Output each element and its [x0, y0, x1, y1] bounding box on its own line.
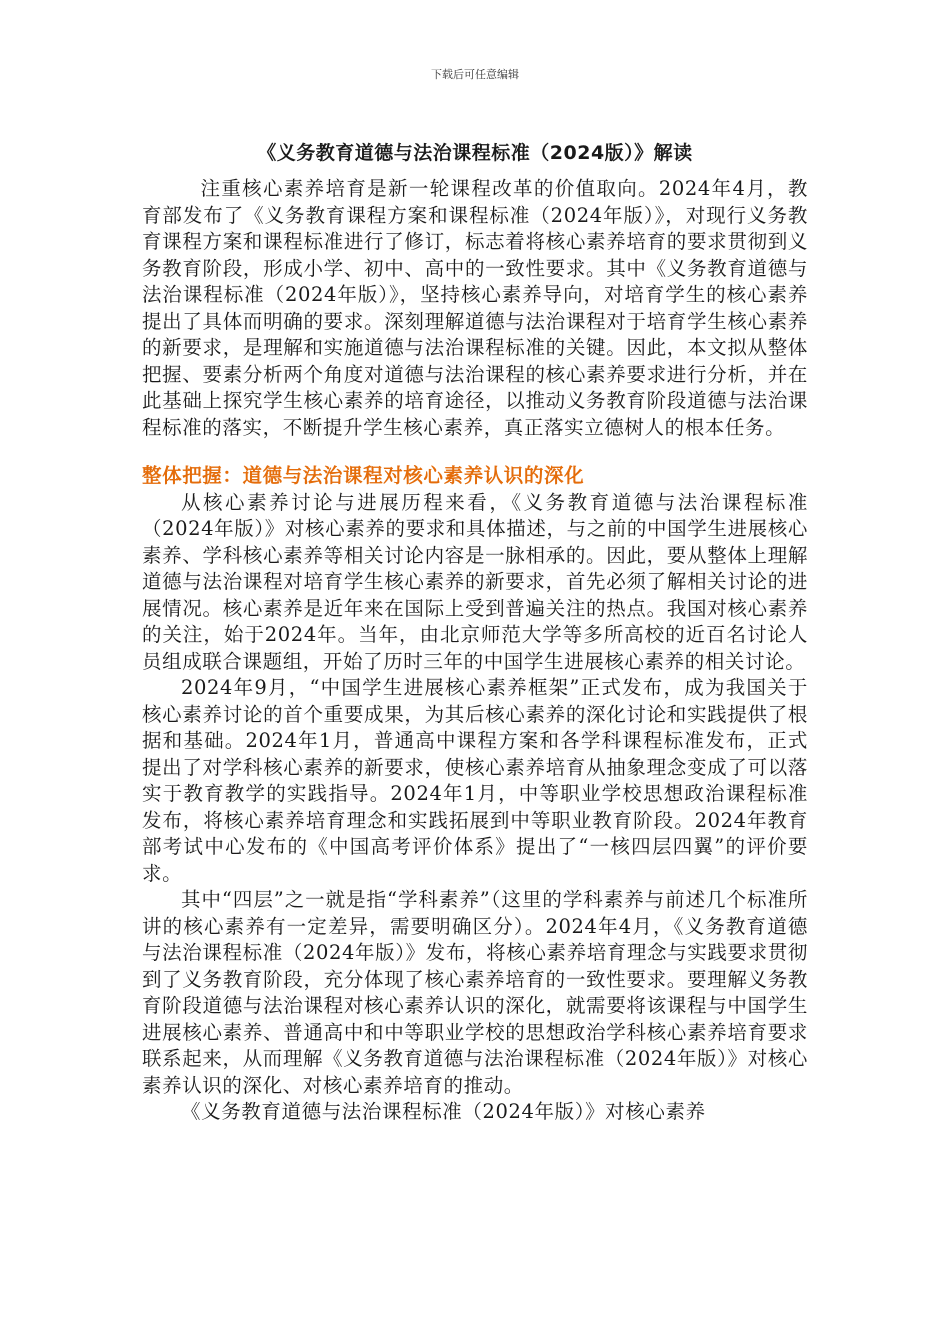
body-paragraph: 其中“四层”之一就是指“学科素养”（这里的学科素养与前述几个标准所讲的核心素养有一定差异，需要明确区分）。2024年4月，《义务教育道德与法治课程标准（2024年版）》发布，将核心素养培育理念与实践要求贯彻到了义务教育阶段，充分体现了核心素养培育的一致性要求。要理解义务教育阶段道德与法治课程对核心素养认识的深化，就需要将该课程与中国学生进展核心素养、普通高中和中等职业学校的思想政治学科核心素养培育要求联系起来，从而理解《义务教育道德与法治课程标准（2024年版）》对核心素养认识的深化、对核心素养培育的推动。 [142, 888, 808, 1097]
body-paragraph: 《义务教育道德与法治课程标准（2024年版）》对核心素养 [181, 1100, 706, 1123]
header-note: 下载后可任意编辑 [431, 68, 519, 81]
body-paragraph: 2024年9月，“中国学生进展核心素养框架”正式发布，成为我国关于核心素养讨论的首个重要成果，为其后核心素养的深化讨论和实践提供了根据和基础。2024年1月，普通高中课程方案和各学科课程标准发布，正式提出了对学科核心素养的新要求，使核心素养培育从抽象理念变成了可以落实于教育教学的实践指导。2024年1月，中等职业学校思想政治课程标准发布，将核心素养培育理念和实践拓展到中等职业教育阶段。2024年教育部考试中心发布的《中国高考评价体系》提出了“一核四层四翼”的评价要求。 [142, 676, 808, 885]
document-title: 《义务教育道德与法治课程标准（2024版）》解读 [257, 142, 693, 164]
section-heading: 整体把握：道德与法治课程对核心素养认识的深化 [142, 464, 585, 487]
document-body [142, 176, 808, 1126]
intro-paragraph: 注重核心素养培育是新一轮课程改革的价值取向。2024年4月，教育部发布了《义务教育课程方案和课程标准（2024年版）》，对现行义务教育课程方案和课程标准进行了修订，标志着将核心素养培育的要求贯彻到义务教育阶段，形成小学、初中、高中的一致性要求。其中《义务教育道德与法治课程标准（2024年版）》，坚持核心素养导向，对培育学生的核心素养提出了具体而明确的要求。深刻理解道德与法治课程对于培育学生核心素养的新要求，是理解和实施道德与法治课程标准的关键。因此，本文拟从整体把握、要素分析两个角度对道德与法治课程的核心素养要求进行分析，并在此基础上探究学生核心素养的培育途径，以推动义务教育阶段道德与法治课程标准的落实，不断提升学生核心素养，真正落实立德树人的根本任务。 [142, 177, 808, 439]
body-paragraph: 从核心素养讨论与进展历程来看，《义务教育道德与法治课程标准（2024年版）》对核心素养的要求和具体描述，与之前的中国学生进展核心素养、学科核心素养等相关讨论内容是一脉相承的。因此，要从整体上理解道德与法治课程对培育学生核心素养的新要求，首先必须了解相关讨论的进展情况。核心素养是近年来在国际上受到普遍关注的热点。我国对核心素养的关注，始于2024年。当年，由北京师范大学等多所高校的近百名讨论人员组成联合课题组，开始了历时三年的中国学生进展核心素养的相关讨论。 [142, 490, 808, 673]
